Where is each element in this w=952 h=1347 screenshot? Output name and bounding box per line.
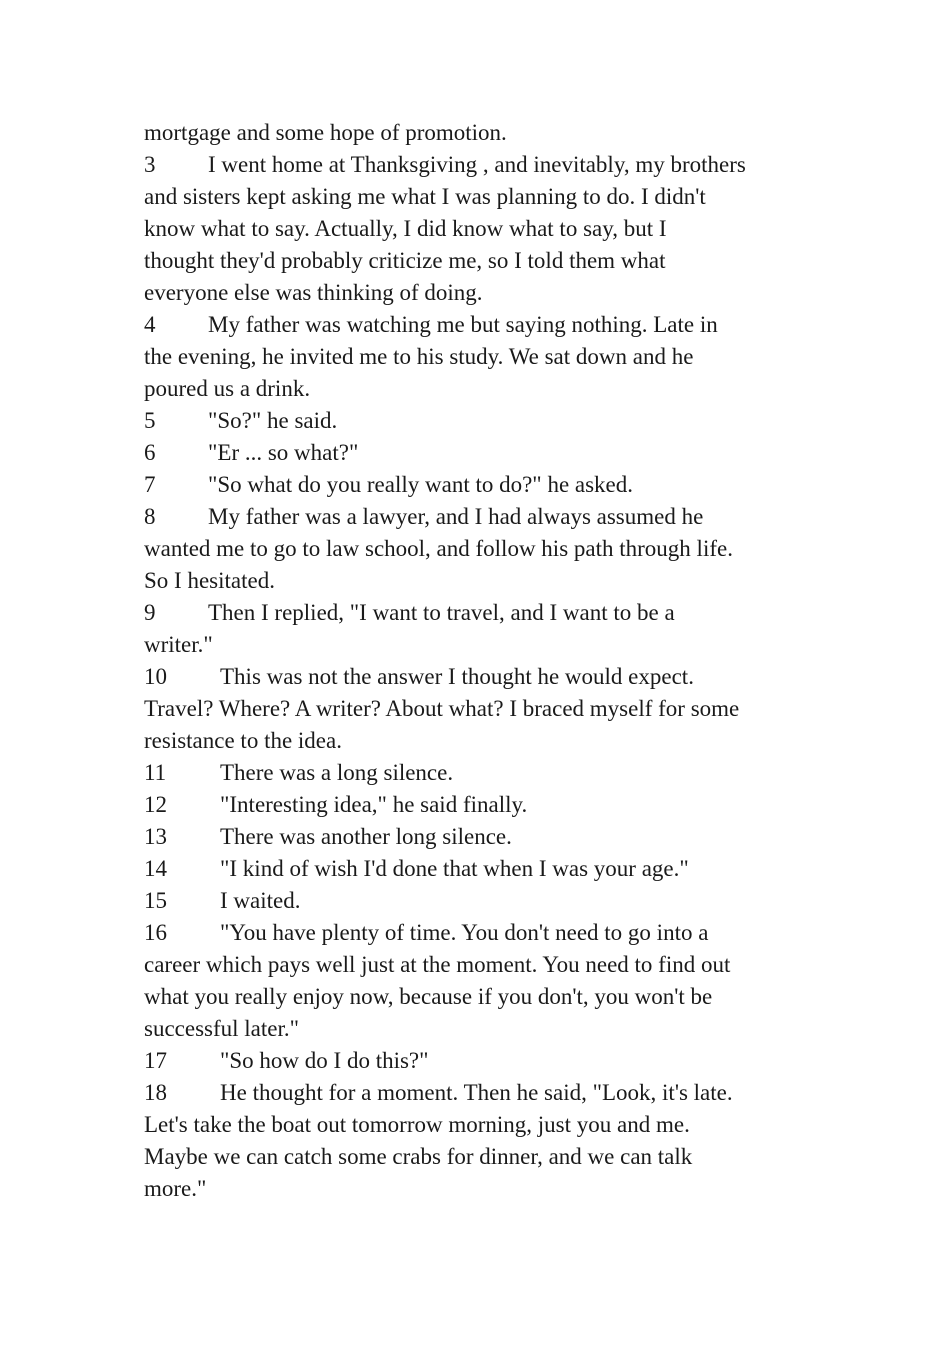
paragraph-start-line: [144, 917, 824, 949]
text-line: [144, 533, 824, 565]
line-text: more.": [144, 1176, 207, 1201]
text-line: [144, 565, 824, 597]
line-text: "So how do I do this?": [220, 1048, 429, 1073]
story-text: [144, 117, 824, 1205]
line-text: what you really enjoy now, because if you don't, you won't be: [144, 984, 713, 1009]
line-text: He thought for a moment. Then he said, "Look, it's late.: [220, 1080, 733, 1105]
paragraph-number: 5: [144, 408, 156, 433]
paragraph-start-line: [144, 789, 824, 821]
line-text: everyone else was thinking of doing.: [144, 280, 483, 305]
text-line: [144, 1173, 824, 1205]
text-line: [144, 981, 824, 1013]
paragraph-number: 9: [144, 600, 156, 625]
line-text: writer.": [144, 632, 213, 657]
paragraph-start-line: [144, 437, 824, 469]
text-line: [144, 213, 824, 245]
paragraph-start-line: [144, 661, 824, 693]
line-text: the evening, he invited me to his study. We sat down and he: [144, 344, 694, 369]
line-text: "Er ... so what?": [208, 440, 359, 465]
text-line: [144, 1013, 824, 1045]
paragraph-number: 8: [144, 504, 156, 529]
paragraph-number: 3: [144, 152, 156, 177]
line-text: "So?" he said.: [208, 408, 338, 433]
paragraph-number: 12: [144, 792, 167, 817]
paragraph-number: 16: [144, 920, 167, 945]
paragraph-number: 6: [144, 440, 156, 465]
text-line: [144, 693, 824, 725]
text-line: [144, 725, 824, 757]
paragraph-number: 14: [144, 856, 167, 881]
line-text: successful later.": [144, 1016, 300, 1041]
text-line: [144, 181, 824, 213]
paragraph-start-line: [144, 405, 824, 437]
line-text: career which pays well just at the moment. You need to find out: [144, 952, 731, 977]
line-text: "Interesting idea," he said finally.: [220, 792, 528, 817]
line-text: Let's take the boat out tomorrow morning, just you and me.: [144, 1112, 690, 1137]
paragraph-start-line: [144, 1045, 824, 1077]
text-line: [144, 341, 824, 373]
line-text: know what to say. Actually, I did know what to say, but I: [144, 216, 667, 241]
text-line: [144, 117, 824, 149]
line-text: I went home at Thanksgiving , and inevitably, my brothers: [208, 152, 746, 177]
text-line: [144, 629, 824, 661]
line-text: mortgage and some hope of promotion.: [144, 120, 507, 145]
paragraph-start-line: [144, 885, 824, 917]
line-text: and sisters kept asking me what I was planning to do. I didn't: [144, 184, 706, 209]
text-line: [144, 949, 824, 981]
paragraph-start-line: [144, 821, 824, 853]
line-text: This was not the answer I thought he would expect.: [220, 664, 694, 689]
line-text: I waited.: [220, 888, 301, 913]
paragraph-start-line: [144, 853, 824, 885]
paragraph-number: 15: [144, 888, 167, 913]
text-line: [144, 277, 824, 309]
line-text: thought they'd probably criticize me, so I told them what: [144, 248, 666, 273]
paragraph-start-line: [144, 757, 824, 789]
paragraph-start-line: [144, 597, 824, 629]
line-text: There was another long silence.: [220, 824, 512, 849]
paragraph-number: 7: [144, 472, 156, 497]
line-text: Maybe we can catch some crabs for dinner, and we can talk: [144, 1144, 693, 1169]
line-text: "I kind of wish I'd done that when I was your age.": [220, 856, 689, 881]
line-text: So I hesitated.: [144, 568, 275, 593]
paragraph-number: 17: [144, 1048, 167, 1073]
line-text: Travel? Where? A writer? About what? I braced myself for some: [144, 696, 740, 721]
text-line: [144, 245, 824, 277]
text-line: [144, 373, 824, 405]
paragraph-start-line: [144, 501, 824, 533]
line-text: wanted me to go to law school, and follow his path through life.: [144, 536, 733, 561]
line-text: resistance to the idea.: [144, 728, 342, 753]
paragraph-start-line: [144, 469, 824, 501]
paragraph-start-line: [144, 309, 824, 341]
line-text: "You have plenty of time. You don't need to go into a: [220, 920, 709, 945]
paragraph-start-line: [144, 149, 824, 181]
paragraph-number: 13: [144, 824, 167, 849]
paragraph-number: 11: [144, 760, 167, 785]
line-text: "So what do you really want to do?" he asked.: [208, 472, 634, 497]
paragraph-number: 18: [144, 1080, 167, 1105]
line-text: Then I replied, "I want to travel, and I want to be a: [208, 600, 675, 625]
line-text: My father was a lawyer, and I had always assumed he: [208, 504, 704, 529]
line-text: There was a long silence.: [220, 760, 454, 785]
paragraph-number: 4: [144, 312, 156, 337]
text-line: [144, 1109, 824, 1141]
text-line: [144, 1141, 824, 1173]
line-text: poured us a drink.: [144, 376, 311, 401]
paragraph-start-line: [144, 1077, 824, 1109]
line-text: My father was watching me but saying nothing. Late in: [208, 312, 718, 337]
paragraph-number: 10: [144, 664, 167, 689]
